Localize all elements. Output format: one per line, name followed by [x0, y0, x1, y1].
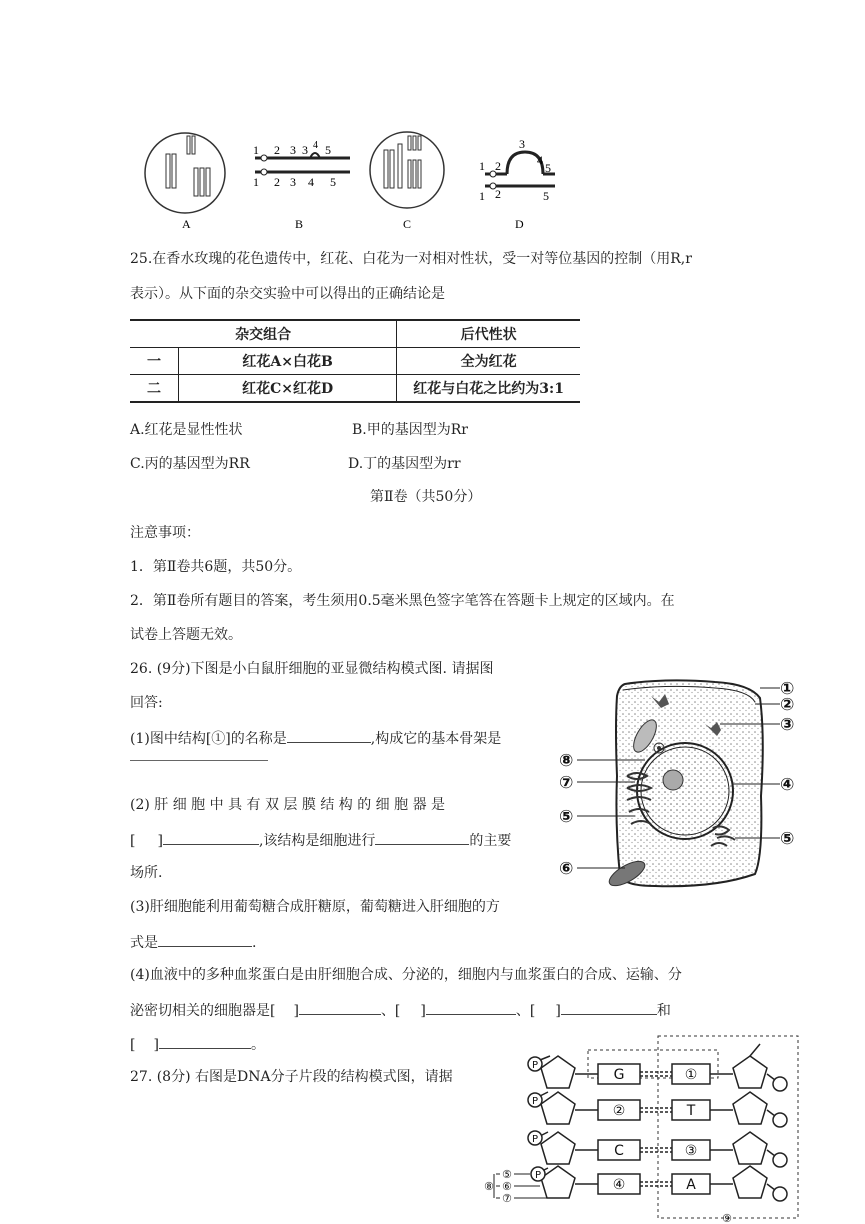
- svg-text:3: 3: [519, 137, 525, 151]
- dna-label-8: ⑧: [484, 1180, 494, 1193]
- cell-label-2: ②: [780, 695, 795, 715]
- svg-text:2: 2: [274, 175, 280, 189]
- q27-stem: 27. (8分) 右图是DNA分子片段的结构模式图，请据: [130, 1069, 453, 1085]
- option-a: A.红花是显性性状: [130, 422, 243, 438]
- figure-a-label: A: [182, 217, 191, 231]
- table-row-2-offspring: 红花与白花之比约为3:1: [413, 381, 564, 397]
- note-2-line1: 2．第Ⅱ卷所有题目的答案，考生须用0.5毫米黑色签字笔答在答题卡上规定的区域内。在: [130, 593, 675, 609]
- table-header-cross: 杂交组合: [130, 320, 397, 348]
- svg-text:4: 4: [308, 175, 314, 189]
- option-c: C.丙的基因型为RR: [130, 456, 250, 472]
- svg-text:P: P: [531, 1134, 539, 1145]
- svg-text:5: 5: [325, 143, 331, 157]
- svg-text:2: 2: [495, 159, 501, 173]
- svg-text:2: 2: [495, 187, 501, 201]
- cell-label-1: ①: [780, 679, 795, 699]
- svg-text:4: 4: [537, 153, 543, 167]
- q26-sub2: (2) 肝 细 胞 中 具 有 双 层 膜 结 构 的 细 胞 器 是: [130, 797, 446, 813]
- q26-sub3: (3)肝细胞能利用葡萄糖合成肝糖原，葡萄糖进入肝细胞的方: [130, 899, 500, 915]
- cross-table: [130, 319, 580, 403]
- base-right-2: T: [686, 1103, 696, 1119]
- cell-label-5b: ⑤: [780, 829, 795, 849]
- q26-sub1-answer-line[interactable]: [130, 760, 268, 761]
- cell-label-8: ⑧: [559, 751, 574, 771]
- q26-sub3-line2: 式是 .: [130, 932, 256, 952]
- svg-text:5: 5: [545, 161, 551, 175]
- chromosome-figures: [130, 128, 570, 233]
- table-row-1-offspring: 全为红花: [460, 354, 517, 370]
- svg-text:1: 1: [479, 189, 485, 203]
- table-row-2-id: 二: [130, 375, 179, 403]
- svg-text:5: 5: [543, 189, 549, 203]
- q26-sub2-line3: 场所.: [130, 865, 163, 881]
- part2-title: 第Ⅱ卷（共50分）: [370, 489, 482, 505]
- base-right-4: A: [686, 1177, 696, 1193]
- cell-label-3: ③: [780, 715, 795, 735]
- note-1: 1．第Ⅱ卷共6题，共50分。: [130, 559, 302, 575]
- q26-sub2-line2: [ ] ,该结构是细胞进行 的主要: [130, 830, 511, 850]
- base-right-1: ①: [684, 1067, 698, 1083]
- dna-label-5: ⑤: [502, 1168, 512, 1181]
- q26-sub4: (4)血液中的多种血浆蛋白是由肝细胞合成、分泌的，细胞内与血浆蛋白的合成、运输、分: [130, 967, 682, 983]
- base-left-4: ④: [612, 1177, 626, 1193]
- q26-stem-line2: 回答:: [130, 695, 163, 711]
- figure-c-label: C: [403, 217, 412, 231]
- table-header-offspring: 后代性状: [460, 327, 517, 343]
- notes-title: 注意事项：: [130, 525, 200, 541]
- cell-label-6: ⑥: [559, 859, 574, 879]
- figure-d-label: D: [515, 217, 524, 231]
- liver-cell-diagram: [555, 676, 805, 906]
- svg-text:3: 3: [290, 143, 296, 157]
- base-right-3: ③: [684, 1143, 698, 1159]
- table-row-1-cross: 红花A×白花B: [179, 348, 397, 375]
- base-left-1: G: [613, 1067, 625, 1083]
- cell-label-4: ④: [780, 775, 795, 795]
- q25-stem-line1: 25.在香水玫瑰的花色遗传中，红花、白花为一对相对性状，受一对等位基因的控制（用R,r: [130, 251, 692, 267]
- dna-label-7: ⑦: [502, 1192, 512, 1205]
- option-d: D.丁的基因型为rr: [348, 456, 461, 472]
- table-row-2-cross: 红花C×红花D: [179, 375, 397, 403]
- figure-a: [145, 133, 225, 231]
- svg-text:1: 1: [253, 175, 259, 189]
- dna-diagram: [480, 1034, 805, 1224]
- svg-text:1: 1: [479, 159, 485, 173]
- svg-text:5: 5: [330, 175, 336, 189]
- q26-sub4-line3: [ ] 。: [130, 1034, 265, 1054]
- figure-c: [370, 132, 444, 231]
- svg-text:P: P: [531, 1096, 539, 1107]
- svg-text:2: 2: [274, 143, 280, 157]
- svg-text:3: 3: [290, 175, 296, 189]
- note-2-line2: 试卷上答题无效。: [130, 627, 242, 643]
- base-left-3: C: [614, 1143, 624, 1159]
- figure-b: [253, 140, 350, 231]
- figure-d: [479, 137, 555, 231]
- svg-text:1: 1: [253, 143, 259, 157]
- q25-stem-line2: 表示）。从下面的杂交实验中可以得出的正确结论是: [130, 286, 445, 302]
- svg-text:P: P: [534, 1170, 542, 1181]
- svg-text:3: 3: [302, 143, 308, 157]
- svg-text:4: 4: [313, 140, 318, 151]
- q26-sub1: (1)图中结构[①]的名称是 ,构成它的基本骨架是: [130, 728, 501, 748]
- base-left-2: ②: [612, 1103, 626, 1119]
- dna-label-9: ⑨: [722, 1212, 732, 1224]
- cell-label-7: ⑦: [559, 773, 574, 793]
- q26-stem: 26. (9分)下图是小白鼠肝细胞的亚显微结构模式图. 请据图: [130, 661, 494, 677]
- dna-label-6: ⑥: [502, 1180, 512, 1193]
- q26-sub4-line2: 泌密切相关的细胞器是[ ] 、[ ] 、[ ] 和: [130, 1000, 671, 1020]
- figure-b-label: B: [295, 217, 304, 231]
- phosphate-label: P: [531, 1060, 539, 1071]
- table-row-1-id: 一: [130, 348, 179, 375]
- cell-label-5a: ⑤: [559, 807, 574, 827]
- option-b: B.甲的基因型为Rr: [352, 422, 468, 438]
